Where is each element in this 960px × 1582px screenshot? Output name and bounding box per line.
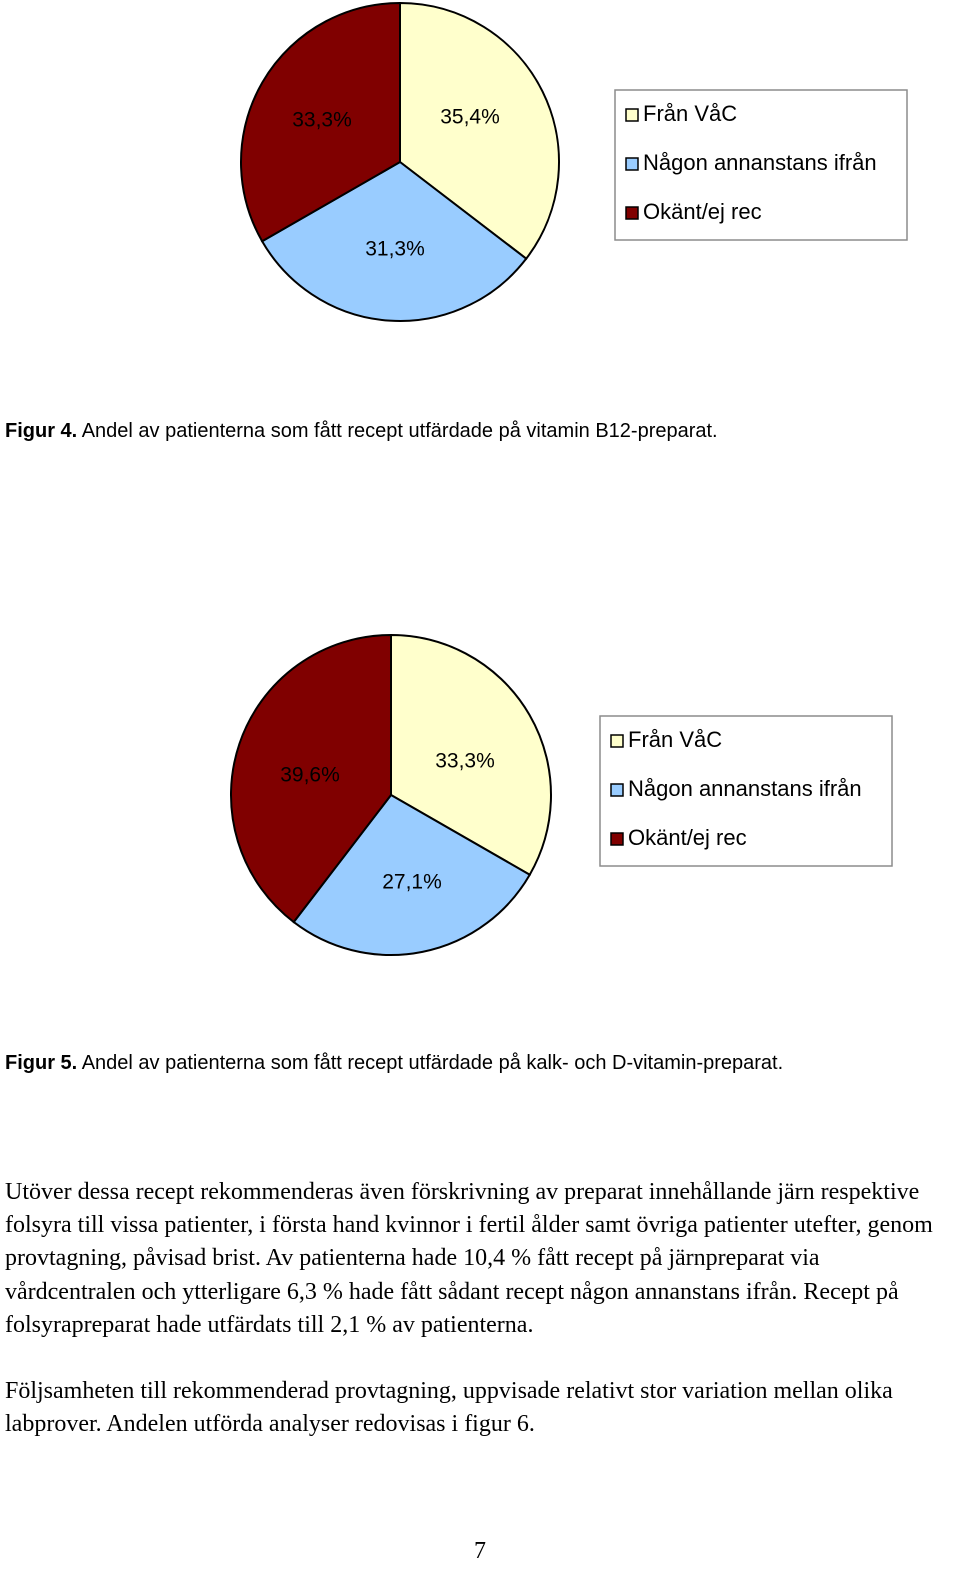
figure-4-caption-label: Figur 4.	[5, 420, 78, 442]
legend-swatch	[611, 784, 623, 796]
legend-item-nagon-annanstans-ifran: Någon annanstans ifrån	[628, 775, 862, 801]
legend-item-nagon-annanstans-ifran: Någon annanstans ifrån	[643, 149, 877, 175]
paragraph: Utöver dessa recept rekommenderas även förskrivning av preparat innehållande järn respektive folsyra till vissa patienter, i första hand kvinnor i fertil ålder samt övriga patienter utefter, genom provtagning, påvisad brist. Av patienterna hade 10,4 % fått recept på järnpreparat via vårdcentralen och ytterligare 6,3 % hade fått sådant recept någon annanstans ifrån. Recept på folsyrapreparat hade utfärdats till 2,1 % av patienterna.	[5, 1179, 933, 1338]
figure-5-caption	[5, 1052, 783, 1075]
slice-value-label: 33,3%	[435, 749, 495, 773]
legend-item-fran-vac: Från VåC	[628, 726, 723, 752]
slice-value-label: 39,6%	[280, 763, 340, 787]
legend-swatch	[626, 207, 638, 219]
slice-value-label: 31,3%	[365, 237, 425, 261]
slice-value-label: 27,1%	[382, 870, 442, 894]
legend-swatch	[626, 109, 638, 121]
pie-chart-figure-5	[0, 620, 960, 980]
figure-5-caption-text: Andel av patienterna som fått recept utfärdade på kalk- och D-vitamin-preparat.	[77, 1052, 784, 1074]
pie-chart-figure-4	[0, 0, 960, 340]
slice-value-label: 33,3%	[292, 108, 352, 132]
paragraph: Följsamheten till rekommenderad provtagning, uppvisade relativt stor variation mellan olika labprover. Andelen utförda analyser redovisas i figur 6.	[5, 1378, 893, 1438]
body-text	[5, 1176, 955, 1441]
legend-swatch	[611, 735, 623, 747]
legend-swatch	[611, 833, 623, 845]
figure-4-caption	[5, 420, 718, 443]
legend-item-fran-vac: Från VåC	[643, 100, 738, 126]
legend-item-okant-ej-rec: Okänt/ej rec	[643, 198, 762, 224]
figure-4-caption-text: Andel av patienterna som fått recept utfärdade på vitamin B12-preparat.	[77, 420, 718, 442]
slice-value-label: 35,4%	[440, 105, 500, 129]
legend-item-okant-ej-rec: Okänt/ej rec	[628, 824, 747, 850]
page-number: 7	[474, 1538, 486, 1564]
figure-5-caption-label: Figur 5.	[5, 1052, 78, 1074]
legend-swatch	[626, 158, 638, 170]
